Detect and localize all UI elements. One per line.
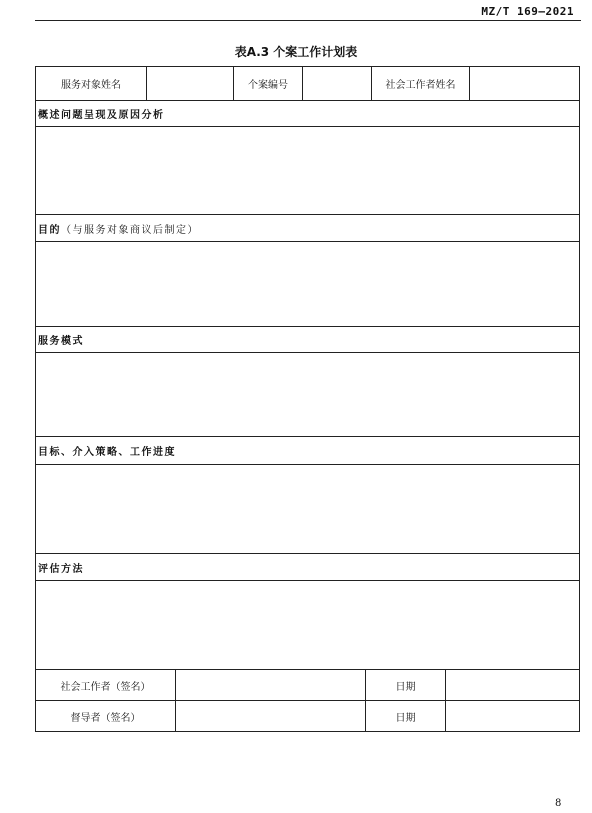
client-name-label: 服务对象姓名 xyxy=(36,67,147,100)
social-worker-name-label: 社会工作者姓名 xyxy=(372,67,470,100)
service-model-title: 服务模式 xyxy=(38,336,84,347)
problem-analysis-header xyxy=(36,101,579,127)
goal-header xyxy=(36,215,579,242)
page-number: 8 xyxy=(555,798,562,809)
case-work-plan-form xyxy=(35,66,580,732)
problem-analysis-title: 概述问题呈现及原因分析 xyxy=(38,110,165,121)
service-model-field[interactable] xyxy=(36,353,579,437)
evaluation-title: 评估方法 xyxy=(38,563,84,575)
supervisor-date-field[interactable] xyxy=(446,701,579,731)
evaluation-header xyxy=(36,554,579,581)
goal-note: （与服务对象商议后制定） xyxy=(61,224,199,236)
objectives-header xyxy=(36,437,579,465)
table-title: 表A.3 个案工作计划表 xyxy=(234,45,358,59)
objectives-title: 目标、介入策略、工作进度 xyxy=(38,447,176,458)
worker-signature-label: 社会工作者（签名） xyxy=(36,670,176,700)
problem-analysis-field[interactable] xyxy=(36,127,579,215)
info-row xyxy=(36,67,579,101)
supervisor-signature-label: 督导者（签名） xyxy=(36,701,176,731)
worker-date-label: 日期 xyxy=(366,670,446,700)
worker-date-field[interactable] xyxy=(446,670,579,700)
supervisor-signature-field[interactable] xyxy=(176,701,366,731)
case-number-label: 个案编号 xyxy=(234,67,303,100)
supervisor-signature-row xyxy=(36,701,579,731)
header-divider xyxy=(35,20,581,21)
document-code: MZ/T 169—2021 xyxy=(481,5,574,18)
objectives-field[interactable] xyxy=(36,465,579,554)
supervisor-date-label: 日期 xyxy=(366,701,446,731)
evaluation-field[interactable] xyxy=(36,581,579,670)
service-model-header xyxy=(36,327,579,353)
goal-field[interactable] xyxy=(36,242,579,327)
social-worker-name-field[interactable] xyxy=(470,67,579,100)
goal-title: 目的 xyxy=(38,224,61,236)
worker-signature-field[interactable] xyxy=(176,670,366,700)
client-name-field[interactable] xyxy=(147,67,234,100)
worker-signature-row xyxy=(36,670,579,701)
case-number-field[interactable] xyxy=(303,67,372,100)
goal-title-wrap xyxy=(38,215,199,241)
